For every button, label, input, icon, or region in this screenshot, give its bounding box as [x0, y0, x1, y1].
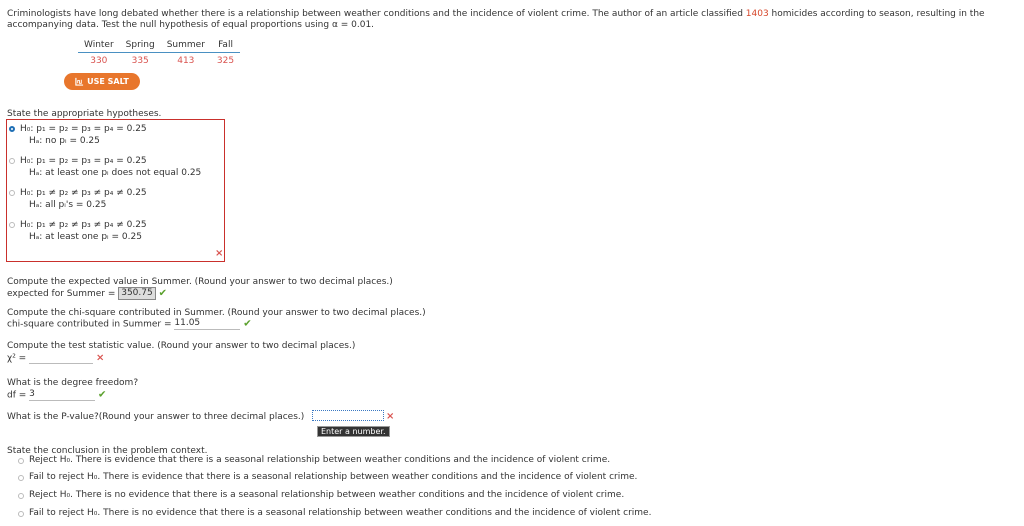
hypothesis-option-3[interactable]: H₀: p₁ ≠ p₂ ≠ p₃ ≠ p₄ ≠ 0.25 Hₐ: all pᵢ's = 0.25 [9, 187, 147, 211]
test-stat-input[interactable] [29, 352, 93, 364]
expected-row: expected for Summer = 350.75 ✔ [7, 288, 167, 299]
radio-button[interactable] [18, 493, 24, 499]
header-winter: Winter [78, 40, 120, 53]
homicide-count: 1403 [745, 9, 769, 19]
radio-button[interactable] [9, 158, 15, 164]
conclusion-option-3[interactable]: Reject H₀. There is no evidence that there is a seasonal relationship between weather conditions and the incidence of violent crime. [18, 490, 624, 501]
header-summer: Summer [161, 40, 211, 53]
header-spring: Spring [120, 40, 161, 53]
test-stat-row: χ² = × [7, 352, 105, 364]
correct-icon: ✔ [243, 318, 252, 330]
radio-button-selected[interactable] [9, 126, 15, 132]
incorrect-icon: × [386, 411, 395, 422]
chart-icon [75, 77, 84, 86]
pvalue-input[interactable] [312, 410, 384, 421]
radio-button[interactable] [18, 511, 24, 517]
season-data-table [78, 40, 240, 69]
enter-number-tooltip: Enter a number. [317, 426, 390, 437]
conclusion-option-1[interactable]: Reject H₀. There is evidence that there is a seasonal relationship between weather conditions and the incidence of violent crime. [18, 455, 610, 466]
pvalue-prompt: What is the P-value?(Round your answer to three decimal places.) [7, 412, 305, 422]
df-prompt: What is the degree freedom? [7, 378, 139, 388]
radio-button[interactable] [9, 190, 15, 196]
chisq-contrib-prompt: Compute the chi-square contributed in Summer. (Round your answer to two decimal places.) [7, 308, 426, 318]
df-input[interactable]: 3 [29, 389, 95, 401]
correct-icon: ✔ [98, 389, 107, 401]
radio-button[interactable] [18, 475, 24, 481]
hypothesis-option-1[interactable]: H₀: p₁ = p₂ = p₃ = p₄ = 0.25 Hₐ: no pᵢ = 0.25 [9, 123, 147, 147]
header-fall: Fall [211, 40, 240, 53]
expected-input[interactable]: 350.75 [118, 287, 156, 300]
problem-intro: Criminologists have long debated whether there is a relationship between weather conditions and the incidence of violent crime. The author of an article classified 1403 homicides according to season, resulting in the accompanying data. Test the null hypothesis of equal proportions using α = 0.01. [7, 9, 985, 30]
conclusion-prompt: State the conclusion in the problem context. [7, 446, 208, 456]
chisq-contrib-row: chi-square contributed in Summer = 11.05 ✔ [7, 318, 252, 330]
radio-button[interactable] [18, 458, 24, 464]
test-stat-prompt: Compute the test statistic value. (Round your answer to two decimal places.) [7, 341, 356, 351]
use-salt-label: USE SALT [87, 77, 129, 86]
expected-prompt: Compute the expected value in Summer. (Round your answer to two decimal places.) [7, 277, 393, 287]
value-spring: 335 [131, 56, 149, 66]
hypothesis-option-4[interactable]: H₀: p₁ ≠ p₂ ≠ p₃ ≠ p₄ ≠ 0.25 Hₐ: at least one pᵢ = 0.25 [9, 219, 147, 243]
conclusion-option-4[interactable]: Fail to reject H₀. There is no evidence that there is a seasonal relationship between weather conditions and the incidence of violent crime. [18, 508, 651, 519]
hypotheses-prompt: State the appropriate hypotheses. [7, 109, 162, 119]
incorrect-icon: × [215, 248, 224, 259]
hypothesis-option-2[interactable]: H₀: p₁ = p₂ = p₃ = p₄ = 0.25 Hₐ: at least one pᵢ does not equal 0.25 [9, 155, 201, 179]
conclusion-option-2[interactable]: Fail to reject H₀. There is evidence that there is a seasonal relationship between weather conditions and the incidence of violent crime. [18, 472, 637, 483]
df-row: df = 3 ✔ [7, 389, 107, 401]
value-fall: 325 [216, 56, 235, 66]
radio-button[interactable] [9, 222, 15, 228]
value-winter: 330 [90, 56, 108, 66]
use-salt-button[interactable] [64, 73, 140, 90]
value-summer: 413 [177, 56, 195, 66]
hypotheses-choices [6, 119, 225, 262]
correct-icon: ✔ [158, 288, 167, 299]
chisq-contrib-input[interactable]: 11.05 [174, 318, 240, 330]
incorrect-icon: × [95, 352, 105, 364]
